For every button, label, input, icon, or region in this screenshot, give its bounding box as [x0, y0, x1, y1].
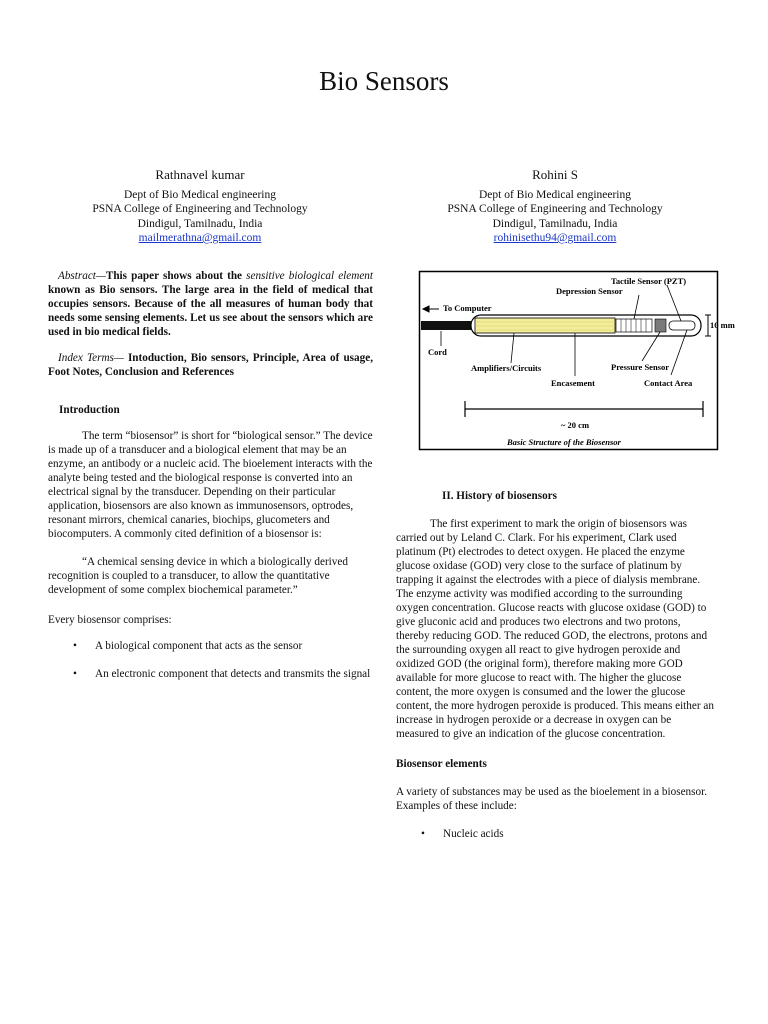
label-encasement: Encasement — [551, 378, 595, 388]
bullet-icon: • — [421, 828, 425, 840]
label-amplifiers: Amplifiers/Circuits — [471, 363, 542, 373]
author-email-link[interactable]: mailmerathna@gmail.com — [138, 232, 262, 244]
author-dept: Dept of Bio Medical engineering — [478, 188, 631, 201]
pressure-sensor-shape — [655, 319, 666, 332]
author-block-2 — [405, 168, 705, 246]
abstract-lead: This paper shows about the — [105, 270, 247, 282]
right-column — [396, 489, 716, 841]
author-email-link[interactable]: rohinisethu94@gmail.com — [493, 232, 617, 244]
component-list — [48, 639, 373, 681]
index-terms-text: Intoduction, Bio sensors, Principle, Area of usage, Foot Notes, Conclusion and References — [48, 352, 373, 378]
label-tactile-sensor: Tactile Sensor (PZT) — [611, 276, 687, 286]
elements-heading: Biosensor elements — [396, 758, 487, 770]
history-heading: II. History of biosensors — [442, 490, 557, 502]
definition-quote: “A chemical sensing device in which a biologically derived recognition is coupled to a transducer, to allow the quantitative development of some complex biochemical parameter.” — [48, 556, 348, 596]
circuit-board-shape — [475, 318, 615, 333]
author-college: PSNA College of Engineering and Technology — [92, 203, 308, 215]
list-item: • An electronic component that detects and transmits the signal — [73, 668, 371, 680]
author-college: PSNA College of Engineering and Technology — [447, 203, 663, 215]
bullet-icon: • — [73, 640, 77, 652]
introduction-paragraph: The term “biosensor” is short for “biological sensor.” The device is made up of a transducer and a biological element that may be an enzyme, an antibody or a nucleic acid. The bioelement interacts with the analyte being tested and the biological response is converted into an electrical signal by the transducer. Depending on their particular application, biosensors are also known as immunosensors, optrodes, resonant mirrors, chemical canaries, biochips, glucometers and biocomputers. A commonly cited definition of a biosensor is: — [48, 430, 373, 540]
label-cord: Cord — [428, 347, 447, 357]
author-block-1 — [60, 168, 340, 246]
author-city: Dindigul, Tamilnadu, India — [137, 217, 263, 230]
label-depression-sensor: Depression Sensor — [556, 286, 623, 296]
index-terms-label: Index Terms— — [58, 352, 124, 364]
depression-sensor-shape — [616, 319, 652, 332]
abstract-text: known as Bio sensors. The large area in the field of medical that occupies sensors. Because of the all measures of human body that needs some sensing elements. Let us see about the sensors which are used in bio medical fields. — [48, 284, 373, 338]
biosensor-structure-figure — [419, 271, 735, 450]
elements-paragraph: A variety of substances may be used as the bioelement in a biosensor. Examples of these include: — [396, 786, 707, 812]
introduction-heading: Introduction — [59, 404, 120, 416]
bullet-icon: • — [73, 668, 77, 680]
label-to-computer: To Computer — [443, 303, 492, 313]
label-contact-area: Contact Area — [644, 378, 693, 388]
list-item: • Nucleic acids — [421, 828, 504, 840]
author-name: Rathnavel kumar — [155, 167, 245, 182]
cord-shape — [421, 321, 471, 330]
abstract-italic: sensitive biological element — [246, 270, 373, 282]
abstract-label: Abstract— — [58, 270, 106, 282]
author-city: Dindigul, Tamilnadu, India — [492, 217, 618, 230]
tactile-tip-shape — [669, 321, 695, 330]
label-pressure-sensor: Pressure Sensor — [611, 362, 670, 372]
label-diameter: 10 mm — [710, 320, 735, 330]
figure-caption: Basic Structure of the Biosensor — [507, 437, 621, 447]
label-length: ~ 20 cm — [561, 420, 590, 430]
history-paragraph: The first experiment to mark the origin of biosensors was carried out by Leland C. Clark. For his experiment, Clark used platinum (Pt) electrodes to detect oxygen. He placed the enzyme glucose oxidase (GOD) very close to the surface of platinum by trapping it against the electrodes with a piece of dialysis membrane. The enzyme activity was modified according to the surrounding oxygen concentration. Glucose reacts with glucose oxidase (GOD) to give gluconic acid and produces two electrons and two protons, thereby reducing GOD. The reduced GOD, the electrons, protons and the surrounding oxygen all react to give hydrogen peroxide and oxidized GOD (the original form), therefore making more GOD available for more glucose to react with. The higher the glucose content, the more oxygen is consumed and the lower the glucose content, the more hydrogen peroxide is produced. This means either an increase in hydrogen peroxide or a decrease in oxygen can be measured to give an indication of the glucose concentration. — [396, 518, 714, 740]
left-column — [48, 269, 373, 681]
author-dept: Dept of Bio Medical engineering — [123, 188, 276, 201]
list-item: • A biological component that acts as the sensor — [73, 640, 303, 652]
comprises-text: Every biosensor comprises: — [48, 614, 172, 626]
author-name: Rohini S — [532, 167, 578, 182]
index-terms — [48, 351, 373, 379]
paper-title: Bio Sensors — [319, 66, 449, 96]
bioelement-list — [396, 827, 716, 841]
abstract — [48, 269, 373, 339]
